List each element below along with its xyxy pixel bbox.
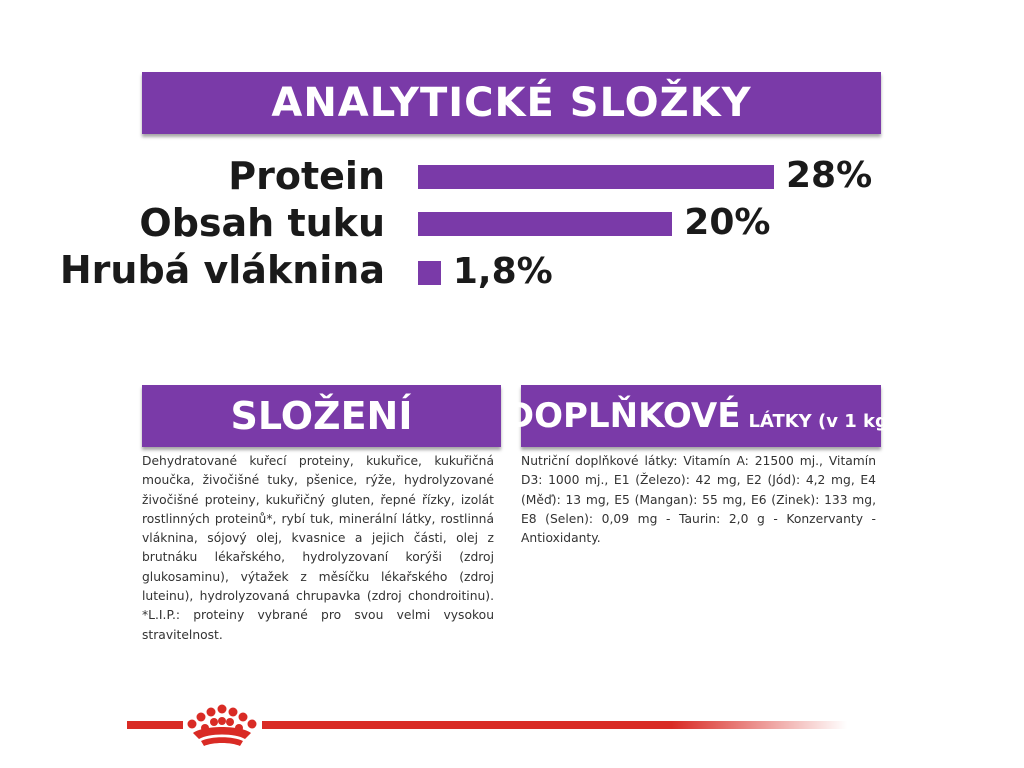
fiber-bar (418, 261, 441, 285)
composition-text: Dehydratované kuřecí proteiny, kukuřice, kukuřičná moučka, živočišné tuky, pšenice, rýže, hydrolyzované živočišné proteiny, kukuřičný gluten, řepné řízky, izolát rostlinných proteinů*, rybí tuk, minerální látky, rostlinná vláknina, sójový olej, kvasnice a jejich části, olej z brutnáku lékařského, hydrolyzovaní korýši (zdroj glukosaminu), výtažek z měsíčku lékařského (zdroj luteinu), hydrolyzovaná chrupavka (zdroj chondroitinu). *L.I.P.: proteiny vybrané pro svou velmi vysokou stravitelnost. (142, 454, 494, 642)
composition-title-banner (142, 385, 501, 447)
additives-text: Nutriční doplňkové látky: Vitamín A: 21500 mj., Vitamín D3: 1000 mj., E1 (Železo): 42 mg, E2 (Jód): 4,2 mg, E4 (Měď): 13 mg, E5 (Mangan): 55 mg, E6 (Zinek): 133 mg, E8 (Selen): 0,09 mg - Taurin: 2,0 g - Konzervanty - Antioxidanty. (521, 454, 876, 546)
crown-icon (183, 703, 261, 749)
fat-bar (418, 212, 672, 236)
fat-value: 20% (684, 202, 771, 243)
fiber-value: 1,8% (452, 251, 553, 292)
additives-title-banner (505, 385, 897, 447)
fat-label: Obsah tuku (139, 201, 385, 245)
fiber-label: Hrubá vláknina (59, 248, 385, 292)
additives-title-small: LÁTKY (v 1 kg) (748, 410, 897, 432)
additives-title: DOPLŇKOVÉ (505, 396, 741, 436)
protein-value: 28% (786, 155, 873, 196)
analytics-title-banner (142, 72, 881, 134)
composition-title: SLOŽENÍ (230, 394, 413, 438)
analytics-title: ANALYTICKÉ SLOŽKY (271, 80, 752, 126)
protein-bar (418, 165, 774, 189)
footer-line-right (262, 721, 847, 729)
protein-label: Protein (228, 154, 385, 198)
footer-line-left (127, 721, 183, 729)
